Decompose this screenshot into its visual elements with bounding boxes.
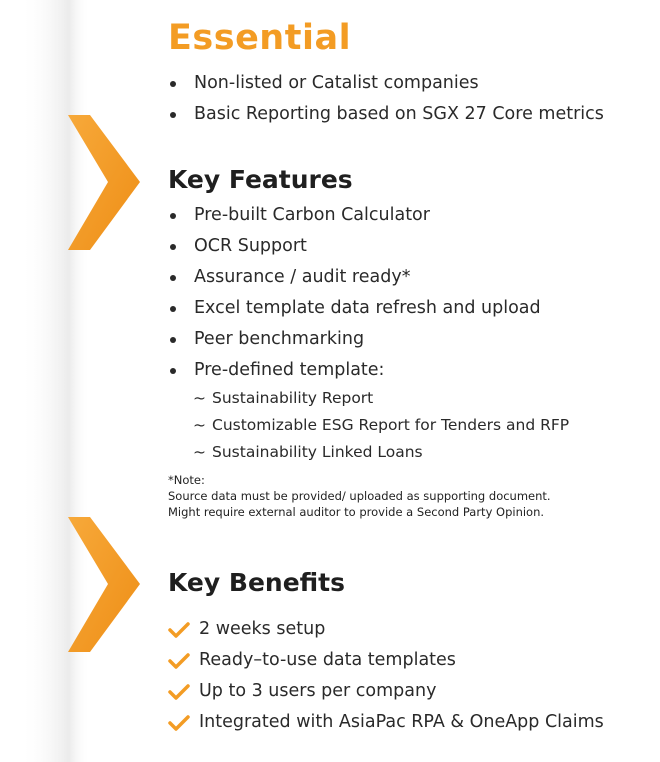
list-item [168, 676, 604, 707]
decorative-side-panel [0, 0, 170, 762]
check-icon [168, 652, 190, 669]
key-features-heading: Key Features [168, 165, 353, 194]
list-item: Peer benchmarking [168, 324, 541, 355]
list-item [168, 707, 604, 738]
key-benefits-list [168, 614, 604, 738]
benefit-label: Integrated with AsiaPac RPA & OneApp Claims [199, 712, 604, 732]
benefit-label: 2 weeks setup [199, 619, 326, 639]
check-icon [168, 683, 190, 700]
check-icon [168, 714, 190, 731]
list-item: Pre-built Carbon Calculator [168, 200, 541, 231]
plan-title: Essential [168, 18, 352, 58]
sub-list-item: ~ Sustainability Linked Loans [193, 439, 569, 466]
footnote [168, 472, 551, 520]
list-item: Assurance / audit ready* [168, 262, 541, 293]
benefit-label: Up to 3 users per company [199, 681, 437, 701]
list-item: Basic Reporting based on SGX 27 Core metrics [168, 99, 604, 130]
list-item: Pre-defined template: [168, 355, 541, 386]
footnote-label: *Note: [168, 473, 205, 487]
benefit-label: Ready–to-use data templates [199, 650, 456, 670]
list-item: Non-listed or Catalist companies [168, 68, 604, 99]
list-item [168, 614, 604, 645]
check-icon [168, 621, 190, 638]
footnote-line: Might require external auditor to provide a Second Party Opinion. [168, 505, 545, 519]
footnote-line: Source data must be provided/ uploaded as supporting document. [168, 489, 551, 503]
key-features-list [168, 200, 541, 386]
list-item: Excel template data refresh and upload [168, 293, 541, 324]
list-item [168, 645, 604, 676]
sub-list-item: ~ Sustainability Report [193, 385, 569, 412]
sub-list-item: ~ Customizable ESG Report for Tenders and RFP [193, 412, 569, 439]
template-sub-list [193, 385, 569, 466]
list-item: OCR Support [168, 231, 541, 262]
plan-summary-list [168, 68, 604, 130]
key-benefits-heading: Key Benefits [168, 568, 346, 597]
